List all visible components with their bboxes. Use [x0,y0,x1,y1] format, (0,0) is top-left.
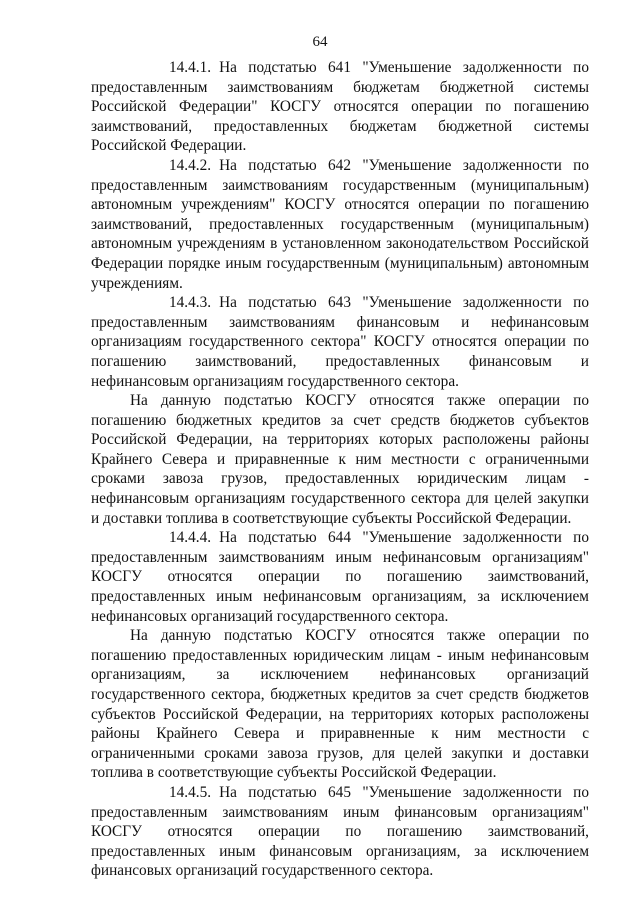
paragraph-text: На данную подстатью КОСГУ относятся также операции по погашению предоставленных юридическим лицам - иным нефинансовым организациям, за исключением нефинансовых организаций государственного сектора, бюджетных кредитов за счет средств бюджетов субъектов Российской Федерации, на территориях которых расположены районы Крайнего Севера и приравненные к ним местности с ограниченными сроками завоза грузов, для целей закупки и доставки топлива в соответствующие субъекты Российской Федерации. [91,627,589,782]
paragraph-text: На подстатью 645 "Уменьшение задолженности по предоставленным заимствованиям иным финансовым организациям" КОСГУ относятся операции по погашению заимствований, предоставленных иным финансовым организациям, за исключением финансовых организаций государственного сектора. [91,783,589,880]
paragraph-text: На подстатью 641 "Уменьшение задолженности по предоставленным заимствованиям бюджетам бюджетной системы Российской Федерации" КОСГУ относятся операции по погашению заимствований, предоставленных бюджетам бюджетной системы Российской Федерации. [91,59,589,155]
paragraph-14-4-4-addendum [91,626,589,783]
paragraph-number: 14.4.1. [169,59,212,76]
paragraph-number: 14.4.5. [169,783,212,801]
paragraph-14-4-5 [91,783,589,881]
paragraph-14-4-4 [91,528,589,626]
document-body [91,58,589,881]
paragraph-number: 14.4.2. [169,156,212,174]
paragraph-text: На подстатью 642 "Уменьшение задолженности по предоставленным заимствованиям государственным (муниципальным) автономным учреждениям" КОСГУ относятся операции по погашению заимствований, предоставленных государственным (муниципальным) автономным учреждениям в установленном законодательством Российской Федерации порядке иным государственным (муниципальным) автономным учреждениям. [91,156,589,292]
paragraph-text: На подстатью 643 "Уменьшение задолженности по предоставленным заимствованиям финансовым и нефинансовым организациям государственного сектора" КОСГУ относятся операции по погашению заимствований, предоставленных финансовым и нефинансовым организациям государственного сектора. [91,294,589,390]
paragraph-number: 14.4.3. [169,294,212,312]
paragraph-14-4-2 [91,156,589,293]
paragraph-14-4-1 [91,58,589,156]
paragraph-14-4-3-addendum [91,391,589,528]
paragraph-text: На данную подстатью КОСГУ относятся также операции по погашению бюджетных кредитов за счет средств бюджетов субъектов Российской Федерации, на территориях которых расположены районы Крайнего Севера и приравненные к ним местности с ограниченными сроками завоза грузов, предоставленных юридическим лицам - нефинансовым организациям государственного сектора для целей закупки и доставки топлива в соответствующие субъекты Российской Федерации. [91,392,589,527]
paragraph-number: 14.4.4. [169,529,212,547]
paragraph-14-4-3 [91,293,589,391]
page-number: 64 [312,34,328,50]
paragraph-text: На подстатью 644 "Уменьшение задолженности по предоставленным заимствованиям иным нефинансовым организациям" КОСГУ относятся операции по погашению заимствований, предоставленных иным нефинансовым организациям, за исключением нефинансовых организаций государственного сектора. [91,529,589,625]
